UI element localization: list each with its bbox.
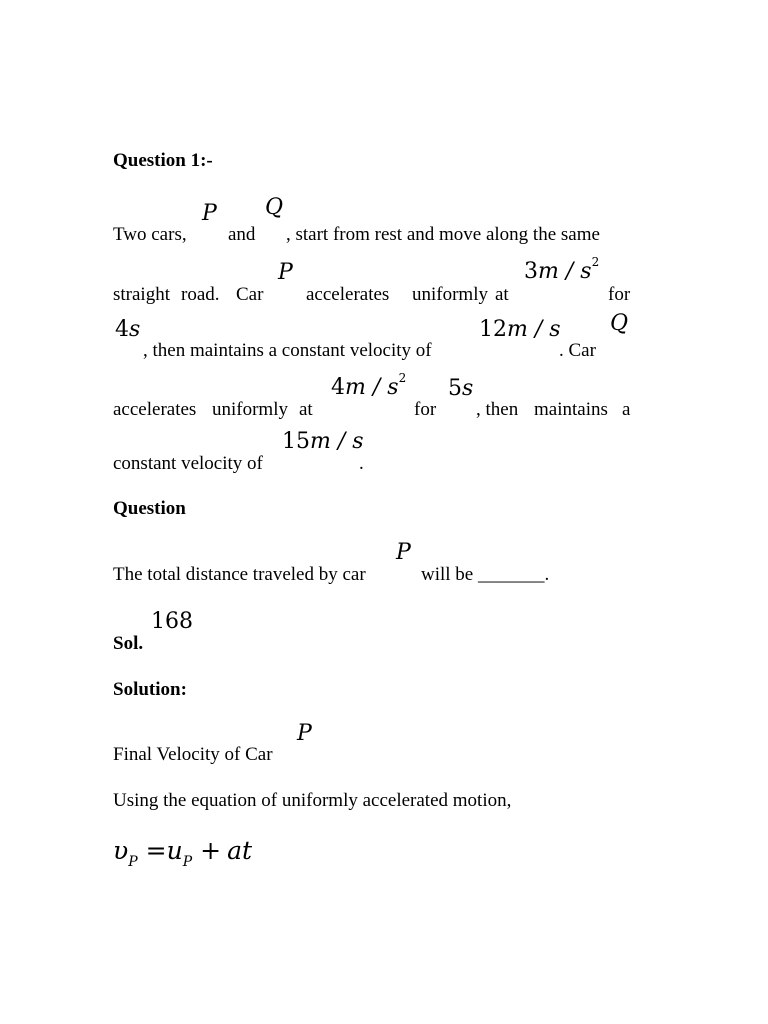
math-car-p-2: P [278, 260, 293, 285]
text-and: and [228, 224, 256, 245]
text-uniformly-2: uniformly [212, 399, 288, 420]
text-car: Car [236, 284, 264, 305]
text-period: . [359, 453, 364, 474]
sol-label: Sol. [113, 633, 144, 654]
math-car-p-4: P [297, 721, 312, 746]
math-velocity-q: 15m / s [282, 429, 364, 454]
text-then-maintains: , then maintains a constant velocity of [143, 340, 432, 361]
text-accelerates: accelerates [306, 284, 390, 305]
text-uniformly: uniformly [412, 284, 488, 305]
math-time-p: 4s [115, 317, 141, 342]
math-time-q: 5s [448, 376, 474, 401]
text-for-2: for [414, 399, 437, 420]
solution-heading: Solution: [113, 679, 187, 700]
math-car-p-3: P [396, 540, 411, 565]
math-accel-q: $4m / s^2$ [331, 371, 407, 400]
math-accel-p: $3m / s^2$ [524, 255, 600, 284]
text-then-2: , then [476, 399, 519, 420]
velocity-equation: $\upsilon_P =u_P$ + at [113, 836, 253, 870]
equation-intro: Using the equation of uniformly accelerated motion, [113, 790, 512, 811]
text-a: a [622, 399, 631, 420]
question-prompt: The total distance traveled by car [113, 564, 366, 585]
text-straight: straight [113, 284, 170, 305]
text-two-cars: Two cars, [113, 224, 187, 245]
math-car-q-2: Q [610, 311, 629, 336]
question-heading: Question 1:- [113, 150, 213, 171]
text-maintains-2: maintains [534, 399, 608, 420]
question-subheading: Question [113, 498, 186, 519]
text-constant-velocity: constant velocity of [113, 453, 263, 474]
text-at: at [495, 284, 509, 305]
text-for: for [608, 284, 631, 305]
text-start-from-rest: , start from rest and move along the same [286, 224, 600, 245]
text-road: road. [181, 284, 220, 305]
question-blank: will be _______. [421, 564, 550, 585]
math-car-q: Q [265, 195, 284, 220]
math-car-p: P [202, 201, 217, 226]
text-accelerates-2: accelerates [113, 399, 197, 420]
math-velocity-p: 12m / s [479, 317, 561, 342]
final-velocity-text: Final Velocity of Car [113, 744, 273, 765]
text-at-2: at [299, 399, 313, 420]
text-car-2: . Car [559, 340, 596, 361]
answer-value: 168 [151, 609, 193, 634]
